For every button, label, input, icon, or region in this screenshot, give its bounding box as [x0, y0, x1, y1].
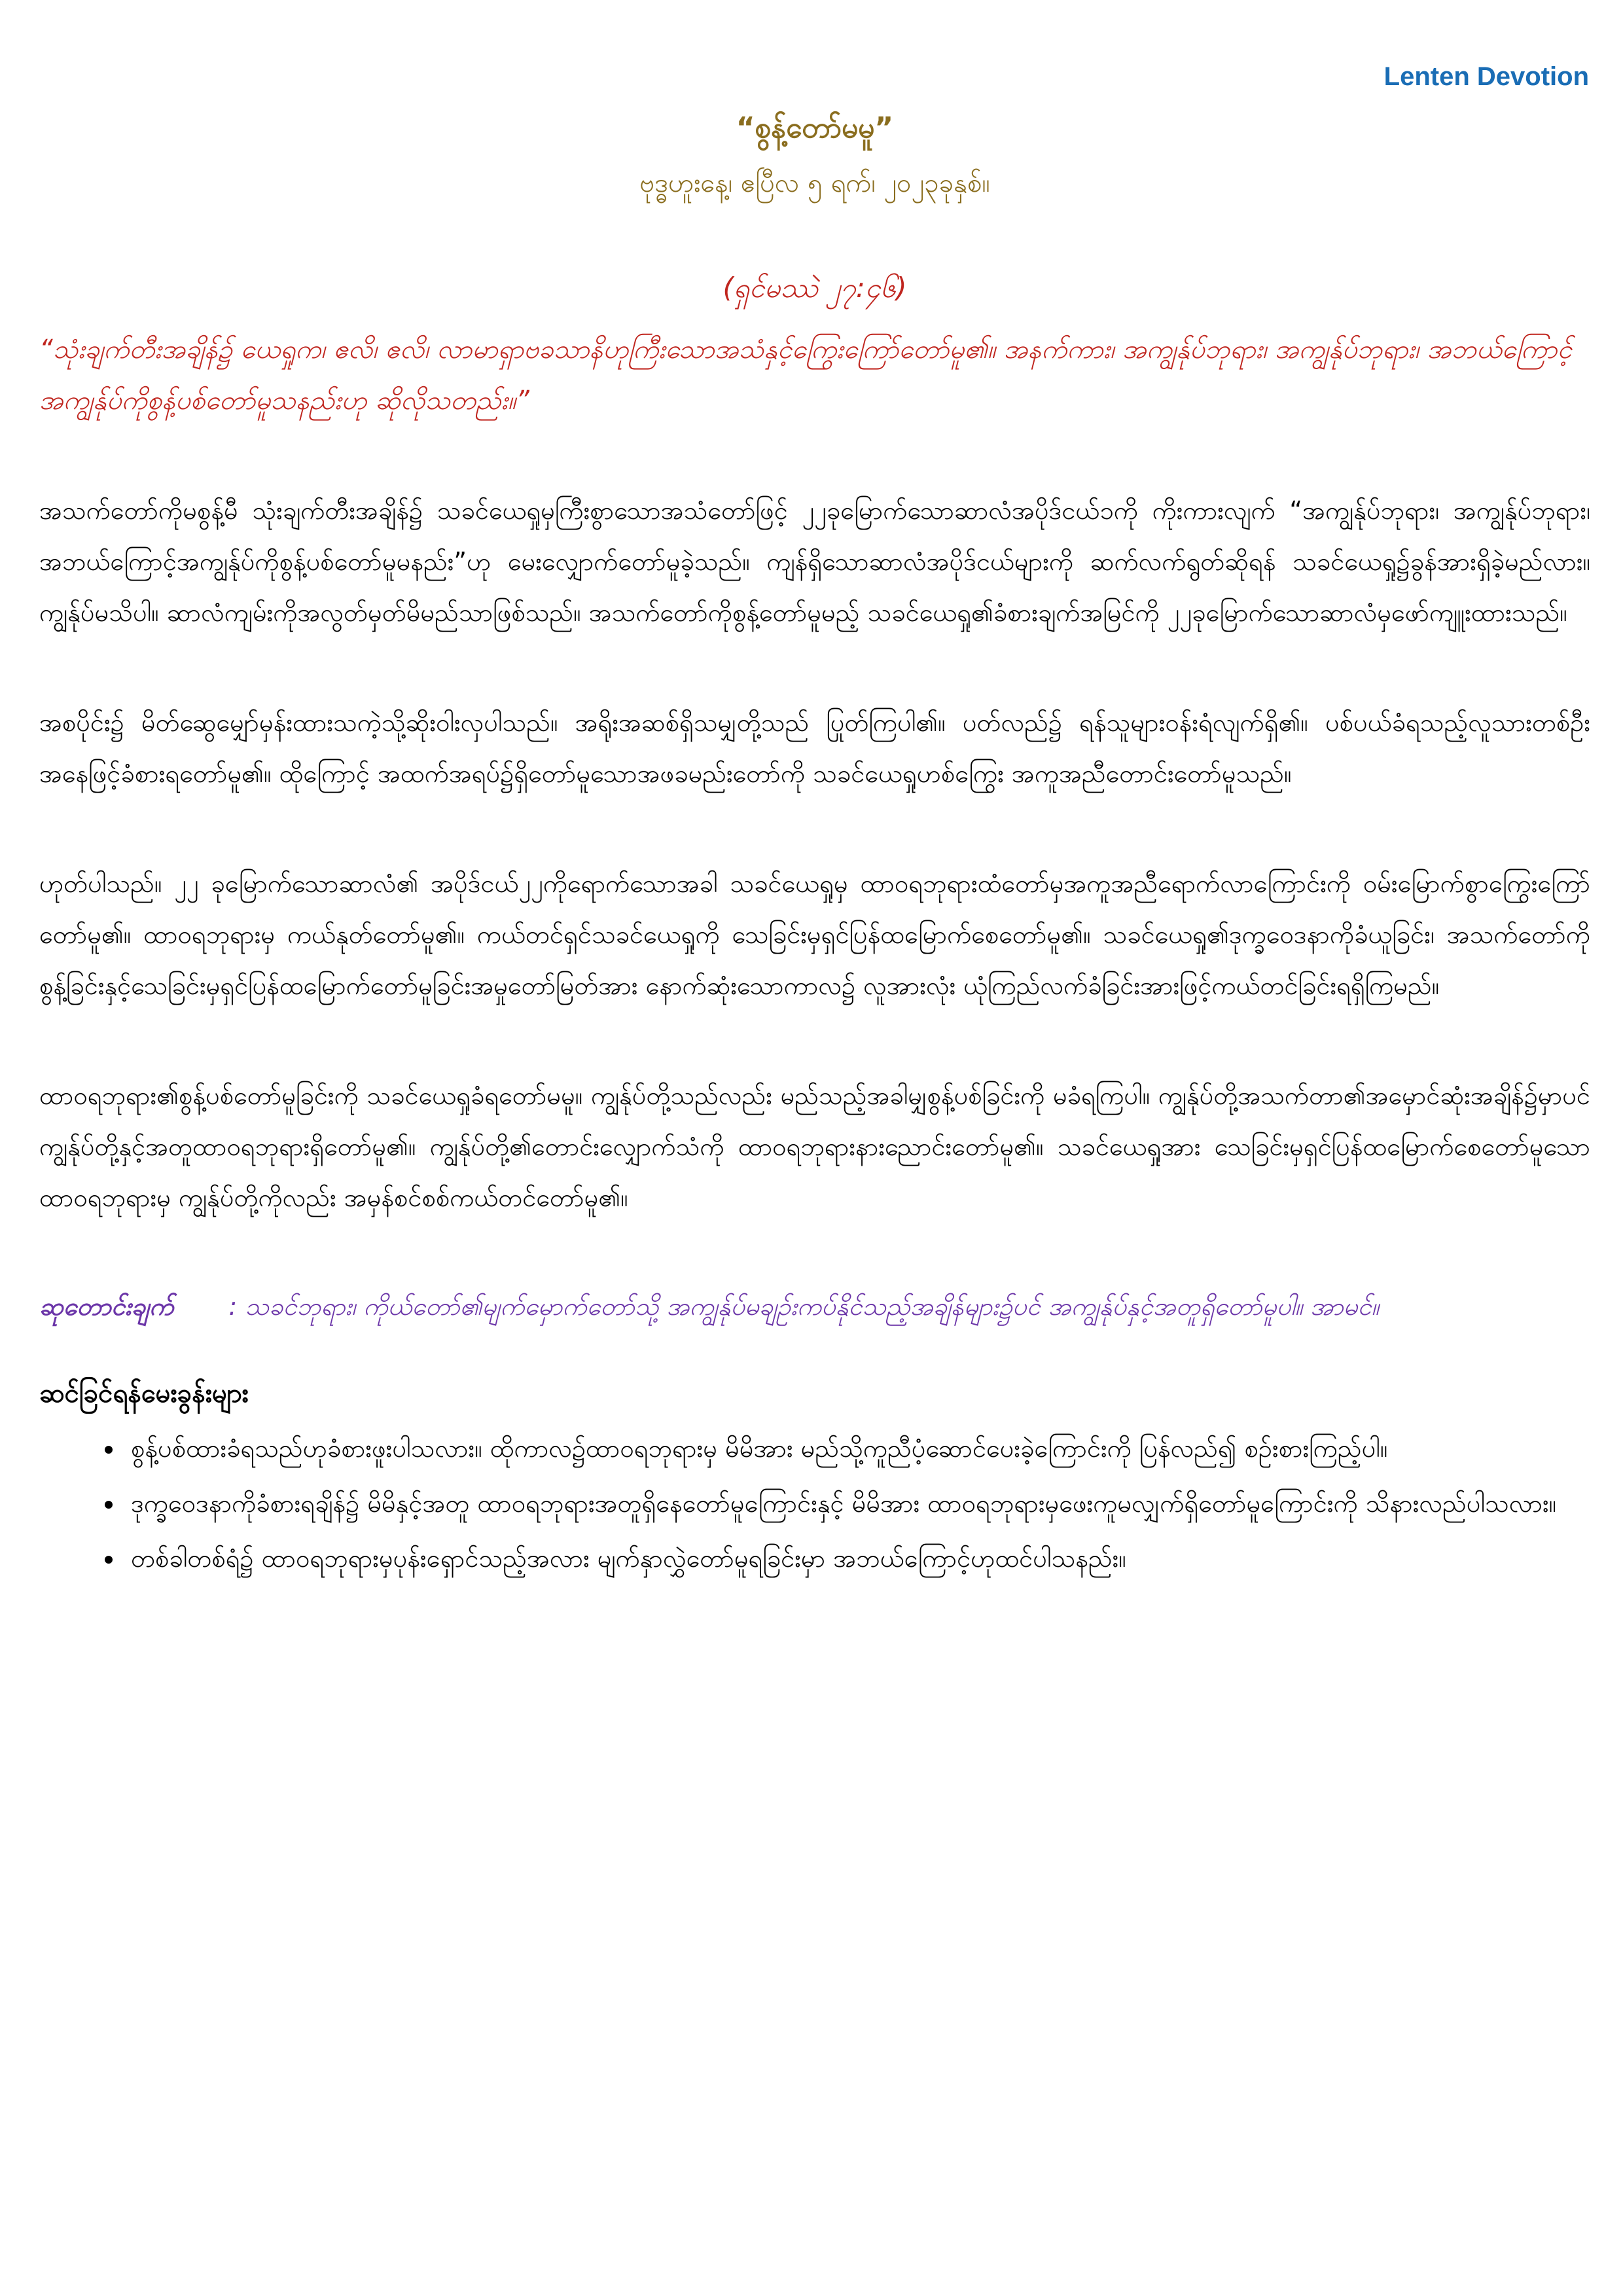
devotion-title: “စွန့်တော်မမူ”	[736, 111, 894, 145]
question-item: • ဒုက္ခဝေဒနာကိုခံစားရချိန်၌ မိမိနှင့်အတူ ထာဝရဘုရားအတူရှိနေတော်မူကြောင်းနှင့် မိမိအား ထာဝရဘုရားမှဖေးကူမလျှက်ရှိတော်မူကြောင်းကို သိနားလည်ပါသလား။	[124, 1479, 1590, 1528]
question-item: • စွန့်ပစ်ထားခံရသည်ဟုခံစားဖူးပါသလား။ ထိုကာလ၌ထာဝရဘုရားမှ မိမိအား မည်သို့ကူညီပံ့ဆောင်ပေးခဲ့ကြောင်းကို ပြန်လည်၍ စဉ်းစားကြည့်ပါ။	[124, 1424, 1590, 1473]
verse-reference: (ရှင်မဿဲ ၂၇:၄၆)	[722, 272, 907, 304]
verse-text: “သုံးချက်တီးအချိန်၌ ယေရှုက၊ ဧလိ၊ ဧလိ၊ လာမာရှာဗခသာနိဟုကြီးသောအသံနှင့်ကြွေးကြော်တော်မူ၏။ အနက်ကား၊ အကျွန်ုပ်ဘုရား၊ အကျွန်ုပ်ဘုရား၊ အဘယ်ကြောင့်အကျွန်ုပ်ကိုစွန့်ပစ်တော်မူသနည်းဟု ဆိုလိုသတည်း။”	[39, 334, 1572, 416]
prayer-text: သခင်ဘုရား၊ ကိုယ်တော်၏မျက်မှောက်တော်သို့ အကျွန်ုပ်မချဉ်းကပ်နိုင်သည့်အချိန်များ၌ပင် အကျွန်ုပ်နှင့်အတူရှိတော်မူပါ။ အာမင်။	[245, 1292, 1380, 1321]
paragraph-4: ထာဝရဘုရား၏စွန့်ပစ်တော်မူခြင်းကို သခင်ယေရှုခံရတော်မမူ။ ကျွန်ုပ်တို့သည်လည်း မည်သည့်အခါမျှစွန့်ပစ်ခြင်းကို မခံရကြပါ။ ကျွန်ုပ်တို့အသက်တာ၏အမှောင်ဆုံးအချိန်၌မှာပင် ကျွန်ုပ်တို့နှင့်အတူထာဝရဘုရားရှိတော်မူ၏။ ကျွန်ုပ်တို့၏တောင်းလျှောက်သံကို ထာဝရဘုရားနားညောင်းတော်မူ၏။ သခင်ယေရှုအား သေခြင်းမှရှင်ပြန်ထမြောက်စေတော်မူသောထာဝရဘုရားမှ ကျွန်ုပ်တို့ကိုလည်း အမှန်စင်စစ်ကယ်တင်တော်မူ၏။	[39, 1081, 1590, 1212]
questions-heading: ဆင်ခြင်ရန်မေးခွန်းများ	[39, 1378, 249, 1408]
paragraph-1: အသက်တော်ကိုမစွန့်မီ သုံးချက်တီးအချိန်၌ သခင်ယေရှုမှကြီးစွာသောအသံတော်ဖြင့် ၂၂ခုမြောက်သောဆာလံအပိုဒ်ငယ်၁ကို ကိုးကားလျက် “အကျွန်ုပ်ဘုရား၊ အကျွန်ုပ်ဘုရား၊ အဘယ်ကြောင့်အကျွန်ုပ်ကိုစွန့်ပစ်တော်မူမနည်း”ဟု မေးလျှောက်တော်မူခဲ့သည်။ ကျန်ရှိသောဆာလံအပိုဒ်ငယ်များကို ဆက်လက်ရွတ်ဆိုရန် သခင်ယေရှု၌ခွန်အားရှိခဲ့မည်လား။ ကျွန်ုပ်မသိပါ။ ဆာလံကျမ်းကိုအလွတ်မှတ်မိမည်သာဖြစ်သည်။ အသက်တော်ကိုစွန့်တော်မူမည့် သခင်ယေရှု၏ခံစားချက်အမြင်ကို ၂၂ခုမြောက်သောဆာလံမှဖော်ကျူးထားသည်။	[39, 496, 1590, 627]
header-label: Lenten Devotion	[1383, 62, 1589, 91]
devotion-date: ဗုဒ္ဓဟူးနေ့၊ ဧပြီလ ၅ ရက်၊ ၂၀၂၃ခုနှစ်။	[639, 168, 990, 198]
paragraph-2: အစပိုင်း၌ မိတ်ဆွေမျှော်မှန်းထားသကဲ့သို့ဆိုးဝါးလှပါသည်။ အရိုးအဆစ်ရှိသမျှတို့သည် ပြုတ်ကြပါ၏။ ပတ်လည်၌ ရန်သူများဝန်းရံလျက်ရှိ၏။ ပစ်ပယ်ခံရသည့်လူသားတစ်ဦးအနေဖြင့်ခံစားရတော်မူ၏။ ထိုကြောင့် အထက်အရပ်၌ရှိတော်မူသောအဖခမည်းတော်ကို သခင်ယေရှုဟစ်ကြွေး အကူအညီတောင်းတော်မူသည်။	[39, 708, 1590, 788]
prayer-separator: :	[228, 1292, 238, 1321]
prayer	[39, 1283, 1590, 1329]
prayer-label: ဆုတောင်းချက်	[39, 1292, 174, 1321]
questions-list	[39, 1424, 1590, 1583]
paragraph-3: ဟုတ်ပါသည်။ ၂၂ ခုမြောက်သောဆာလံ၏ အပိုဒ်ငယ်၂၂ကိုရောက်သောအခါ သခင်ယေရှုမှ ထာဝရဘုရားထံတော်မှအကူအညီရောက်လာကြောင်းကို ဝမ်းမြောက်စွာကြွေးကြော်တော်မူ၏။ ထာဝရဘုရားမှ ကယ်နုတ်တော်မူ၏။ ကယ်တင်ရှင်သခင်ယေရှုကို သေခြင်းမှရှင်ပြန်ထမြောက်စေတော်မူ၏။ သခင်ယေရှု၏ဒုက္ခဝေဒနာကိုခံယူခြင်း၊ အသက်တော်ကိုစွန့်ခြင်းနှင့်သေခြင်းမှရှင်ပြန်ထမြောက်တော်မူခြင်းအမှုတော်မြတ်အား နောက်ဆုံးသောကာလ၌ လူအားလုံး ယုံကြည်လက်ခံခြင်းအားဖြင့်ကယ်တင်ခြင်းရရှိကြမည်။	[39, 869, 1590, 1000]
question-item: • တစ်ခါတစ်ရံ၌ ထာဝရဘုရားမှပုန်းရှောင်သည့်အလား မျက်နှာလွှဲတော်မူရခြင်းမှာ အဘယ်ကြောင့်ဟုထင်ပါသနည်း။	[124, 1534, 1590, 1583]
